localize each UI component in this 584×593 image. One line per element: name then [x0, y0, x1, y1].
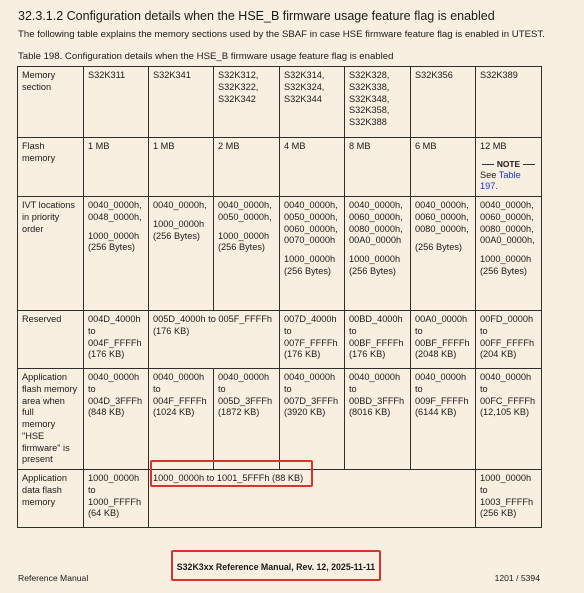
- cell-line: 0040_0000h,: [480, 200, 534, 211]
- app-cell: [84, 369, 149, 470]
- cell-line: present: [22, 454, 53, 465]
- cell-line: 0050_0000h,: [218, 211, 272, 222]
- header-cell-s32k356: [411, 67, 476, 138]
- cell-line: 0070_0000h: [284, 235, 336, 246]
- cell-line: Application: [22, 473, 67, 484]
- reserved-cell: [280, 311, 345, 369]
- table-row-flash-memory: [18, 138, 542, 197]
- header-cell-s32k328: [345, 67, 411, 138]
- flash-cell: 1 MB: [84, 138, 149, 197]
- flash-value: 12 MB: [480, 141, 507, 151]
- cell-line: (176 KB): [88, 349, 125, 360]
- cell-line: S32K314,: [284, 70, 325, 80]
- cell-line: to: [153, 383, 161, 394]
- cell-line: 00BD_4000h: [349, 314, 403, 325]
- header-cell-s32k314: [280, 67, 345, 138]
- cell-line: 004D_4000h: [88, 314, 141, 325]
- reserved-cell: [411, 311, 476, 369]
- line-gap: [284, 247, 340, 254]
- cell-line: (176 KB): [284, 349, 321, 360]
- note-text: [480, 170, 537, 194]
- cell-line: 00FF_FFFFh: [480, 337, 535, 348]
- cell-line: (8016 KB): [349, 407, 391, 418]
- row-label-ivt: [18, 197, 84, 311]
- flash-cell-with-note: [476, 138, 542, 197]
- cell-line: 1000_0000h: [349, 254, 401, 265]
- note-see-text: See: [480, 169, 497, 180]
- cell-line: (256 Bytes): [218, 242, 265, 253]
- cell-line: (256 Bytes): [88, 242, 135, 253]
- flash-cell: 8 MB: [345, 138, 411, 197]
- footer-manual-title: S32K3xx Reference Manual, Rev. 12, 2025-11-11: [176, 562, 376, 572]
- cell-line: 0060_0000h,: [415, 211, 469, 222]
- reserved-cell: [345, 311, 411, 369]
- cell-line: 0040_0000h,: [88, 200, 142, 211]
- cell-line: 00A0_0000h: [415, 314, 468, 325]
- cell-line: 007F_FFFFh: [284, 337, 338, 348]
- app-cell: [214, 369, 280, 470]
- ivt-cell: [84, 197, 149, 311]
- cell-line: to: [284, 383, 292, 394]
- flash-cell: 6 MB: [411, 138, 476, 197]
- cell-line: 0040_0000h,: [153, 200, 207, 211]
- note-label: NOTE: [480, 159, 537, 170]
- cell-line: (1872 KB): [218, 407, 260, 418]
- cell-line: 0040_0000h: [480, 372, 532, 383]
- row-label-application-flash: [18, 369, 84, 470]
- cell-line: 0048_0000h,: [88, 211, 142, 222]
- header-cell-s32k389: [476, 67, 542, 138]
- cell-line: 00BF_FFFFh: [415, 337, 470, 348]
- data-flash-cell: [476, 470, 542, 528]
- cell-line: firmware" is: [22, 442, 70, 453]
- cell-line: 0060_0000h,: [480, 211, 534, 222]
- header-cell-s32k312: [214, 67, 280, 138]
- cell-line: 0040_0000h,: [218, 200, 272, 211]
- cell-line: S32K348,: [349, 93, 390, 104]
- cell-line: to: [415, 325, 423, 336]
- cell-line: 00FC_FFFFh: [480, 395, 536, 406]
- table-row-application-flash: [18, 369, 542, 470]
- cell-line: 0060_0000h,: [284, 223, 338, 234]
- cell-line: (204 KB): [480, 349, 517, 360]
- cell-line: flash memory: [22, 383, 78, 394]
- row-label-application-data-flash: [18, 470, 84, 528]
- cell-line: 0040_0000h,: [415, 200, 469, 211]
- cell-line: S32K312,: [218, 70, 259, 80]
- table-caption: Table 198. Configuration details when the HSE_B firmware usage feature flag is enabled: [18, 51, 394, 62]
- line-gap: [88, 224, 144, 231]
- cell-line: (1024 KB): [153, 407, 195, 418]
- app-cell: [345, 369, 411, 470]
- cell-line: (256 Bytes): [480, 265, 527, 276]
- cell-line: S32K328,: [349, 70, 390, 80]
- table-row-reserved: [18, 311, 542, 369]
- cell-line: to: [88, 383, 96, 394]
- cell-line: area when full: [22, 395, 65, 418]
- cell-line: 0080_0000h,: [415, 223, 469, 234]
- cell-line: to: [480, 383, 488, 394]
- intro-paragraph: The following table explains the memory sections used by the SBAF in case HSE firmware feature flag is enabled in UTEST.: [18, 29, 545, 40]
- cell-line: 0040_0000h: [415, 372, 467, 383]
- cell-line: 0040_0000h: [349, 372, 401, 383]
- cell-line: 004F_FFFFh: [88, 337, 142, 348]
- cell-line: 0080_0000h,: [349, 223, 403, 234]
- cell-line: 1003_FFFFh: [480, 496, 534, 507]
- cell-line: 0060_0000h,: [349, 211, 403, 222]
- cell-line: S32K341: [153, 70, 191, 80]
- reserved-cell: [84, 311, 149, 369]
- cell-line: (3920 KB): [284, 407, 326, 418]
- ivt-cell: [280, 197, 345, 311]
- configuration-table: [17, 66, 542, 528]
- cell-line: section: [22, 81, 52, 92]
- cell-line: 1000_0000h: [88, 230, 140, 241]
- cell-line: 1000_0000h: [88, 473, 140, 484]
- row-label-flash-memory: Flash memory: [18, 138, 84, 197]
- cell-line: S32K322,: [218, 81, 259, 92]
- cell-line: 005D_3FFFh: [218, 395, 273, 406]
- cell-line: to: [284, 325, 292, 336]
- cell-line: (256 Bytes): [284, 265, 331, 276]
- cell-line: in priority: [22, 211, 60, 222]
- cell-line: 1000_0000h: [218, 230, 270, 241]
- cell-line: 0040_0000h,: [349, 200, 403, 211]
- reserved-cell-merged: [149, 311, 280, 369]
- cell-line: 1000_FFFFh: [88, 496, 142, 507]
- flash-cell: 1 MB: [149, 138, 214, 197]
- cell-line: to: [480, 484, 488, 495]
- cell-line: S32K389: [480, 70, 518, 80]
- line-gap: [480, 247, 537, 254]
- cell-line: 005D_4000h to 005F_FFFFh: [153, 314, 272, 325]
- header-cell-memory-section: [18, 67, 84, 138]
- cell-line: S32K358,: [349, 105, 390, 116]
- cell-line: (848 KB): [88, 407, 125, 418]
- cell-line: IVT locations: [22, 200, 75, 211]
- cell-line: S32K324,: [284, 81, 325, 92]
- cell-line: 00BF_FFFFh: [349, 337, 404, 348]
- line-gap: [349, 247, 406, 254]
- cell-line: 00A0_0000h: [349, 235, 402, 246]
- cell-line: 0040_0000h,: [284, 200, 338, 211]
- line-gap: [153, 212, 209, 219]
- header-cell-s32k341: [149, 67, 214, 138]
- ivt-cell: [214, 197, 280, 311]
- section-heading: 32.3.1.2 Configuration details when the HSE_B firmware usage feature flag is enabled: [18, 9, 495, 23]
- ivt-cell: [345, 197, 411, 311]
- cell-line: 1000_0000h: [480, 473, 532, 484]
- line-gap: [218, 224, 275, 231]
- row-label-reserved: Reserved: [18, 311, 84, 369]
- cell-line: (256 Bytes): [153, 230, 200, 241]
- line-gap: [415, 235, 471, 242]
- cell-line: 00BD_3FFFh: [349, 395, 405, 406]
- cell-line: 007D_3FFFh: [284, 395, 339, 406]
- cell-line: 0040_0000h: [88, 372, 140, 383]
- ivt-cell: [149, 197, 214, 311]
- cell-line: 004F_FFFFh: [153, 395, 207, 406]
- table-197-link[interactable]: Table 197.: [480, 169, 521, 192]
- cell-line: to: [349, 325, 357, 336]
- cell-line: (176 KB): [349, 349, 386, 360]
- data-flash-cell: [84, 470, 149, 528]
- table-row-ivt-locations: [18, 197, 542, 311]
- app-cell: [411, 369, 476, 470]
- cell-line: (64 KB): [88, 508, 120, 519]
- cell-line: 004D_3FFFh: [88, 395, 143, 406]
- cell-line: order: [22, 223, 44, 234]
- cell-line: (256 Bytes): [415, 242, 462, 253]
- cell-line: 0040_0000h: [153, 372, 205, 383]
- cell-line: S32K356: [415, 70, 453, 80]
- app-cell: [280, 369, 345, 470]
- cell-line: (2048 KB): [415, 349, 457, 360]
- cell-line: (6144 KB): [415, 407, 457, 418]
- table-header-row: [18, 67, 542, 138]
- cell-line: 0040_0000h: [218, 372, 270, 383]
- cell-line: 1000_0000h to 1001_5FFFh (88 KB): [153, 473, 304, 484]
- cell-line: (12,105 KB): [480, 407, 530, 418]
- ivt-cell: [476, 197, 542, 311]
- cell-line: to: [349, 383, 357, 394]
- highlight-box-data-flash: [150, 460, 313, 487]
- cell-line: 00A0_0000h,: [480, 235, 535, 246]
- cell-line: to: [88, 484, 96, 495]
- app-cell: [149, 369, 214, 470]
- cell-line: memory "HSE: [22, 419, 56, 441]
- cell-line: S32K388: [349, 117, 387, 128]
- cell-line: to: [218, 383, 226, 394]
- cell-line: 009F_FFFFh: [415, 395, 469, 406]
- cell-line: S32K311: [88, 70, 126, 80]
- cell-line: S32K338,: [349, 81, 390, 92]
- cell-line: to: [88, 325, 96, 336]
- cell-line: memory: [22, 496, 56, 507]
- cell-line: 1000_0000h: [153, 218, 205, 229]
- header-cell-s32k311: [84, 67, 149, 138]
- cell-line: (256 Bytes): [349, 265, 396, 276]
- cell-line: to: [480, 325, 488, 336]
- cell-line: (256 KB): [480, 508, 517, 519]
- cell-line: 0040_0000h: [284, 372, 336, 383]
- cell-line: 0050_0000h,: [284, 211, 338, 222]
- cell-line: 0080_0000h,: [480, 223, 534, 234]
- cell-line: 1000_0000h: [284, 254, 336, 265]
- cell-line: 1000_0000h: [480, 254, 532, 265]
- cell-line: Application: [22, 372, 67, 383]
- cell-line: 007D_4000h: [284, 314, 337, 325]
- reserved-cell: [476, 311, 542, 369]
- flash-cell: 4 MB: [280, 138, 345, 197]
- ivt-cell: [411, 197, 476, 311]
- cell-line: (176 KB): [153, 325, 190, 336]
- cell-line: Memory: [22, 70, 56, 80]
- cell-line: to: [415, 383, 423, 394]
- footer-left-text: Reference Manual: [18, 573, 89, 583]
- flash-cell: 2 MB: [214, 138, 280, 197]
- footer-page-number: 1201 / 5394: [494, 573, 540, 583]
- cell-line: data flash: [22, 484, 62, 495]
- cell-line: S32K344: [284, 93, 322, 104]
- cell-line: S32K342: [218, 93, 256, 104]
- cell-line: 00FD_0000h: [480, 314, 534, 325]
- app-cell: [476, 369, 542, 470]
